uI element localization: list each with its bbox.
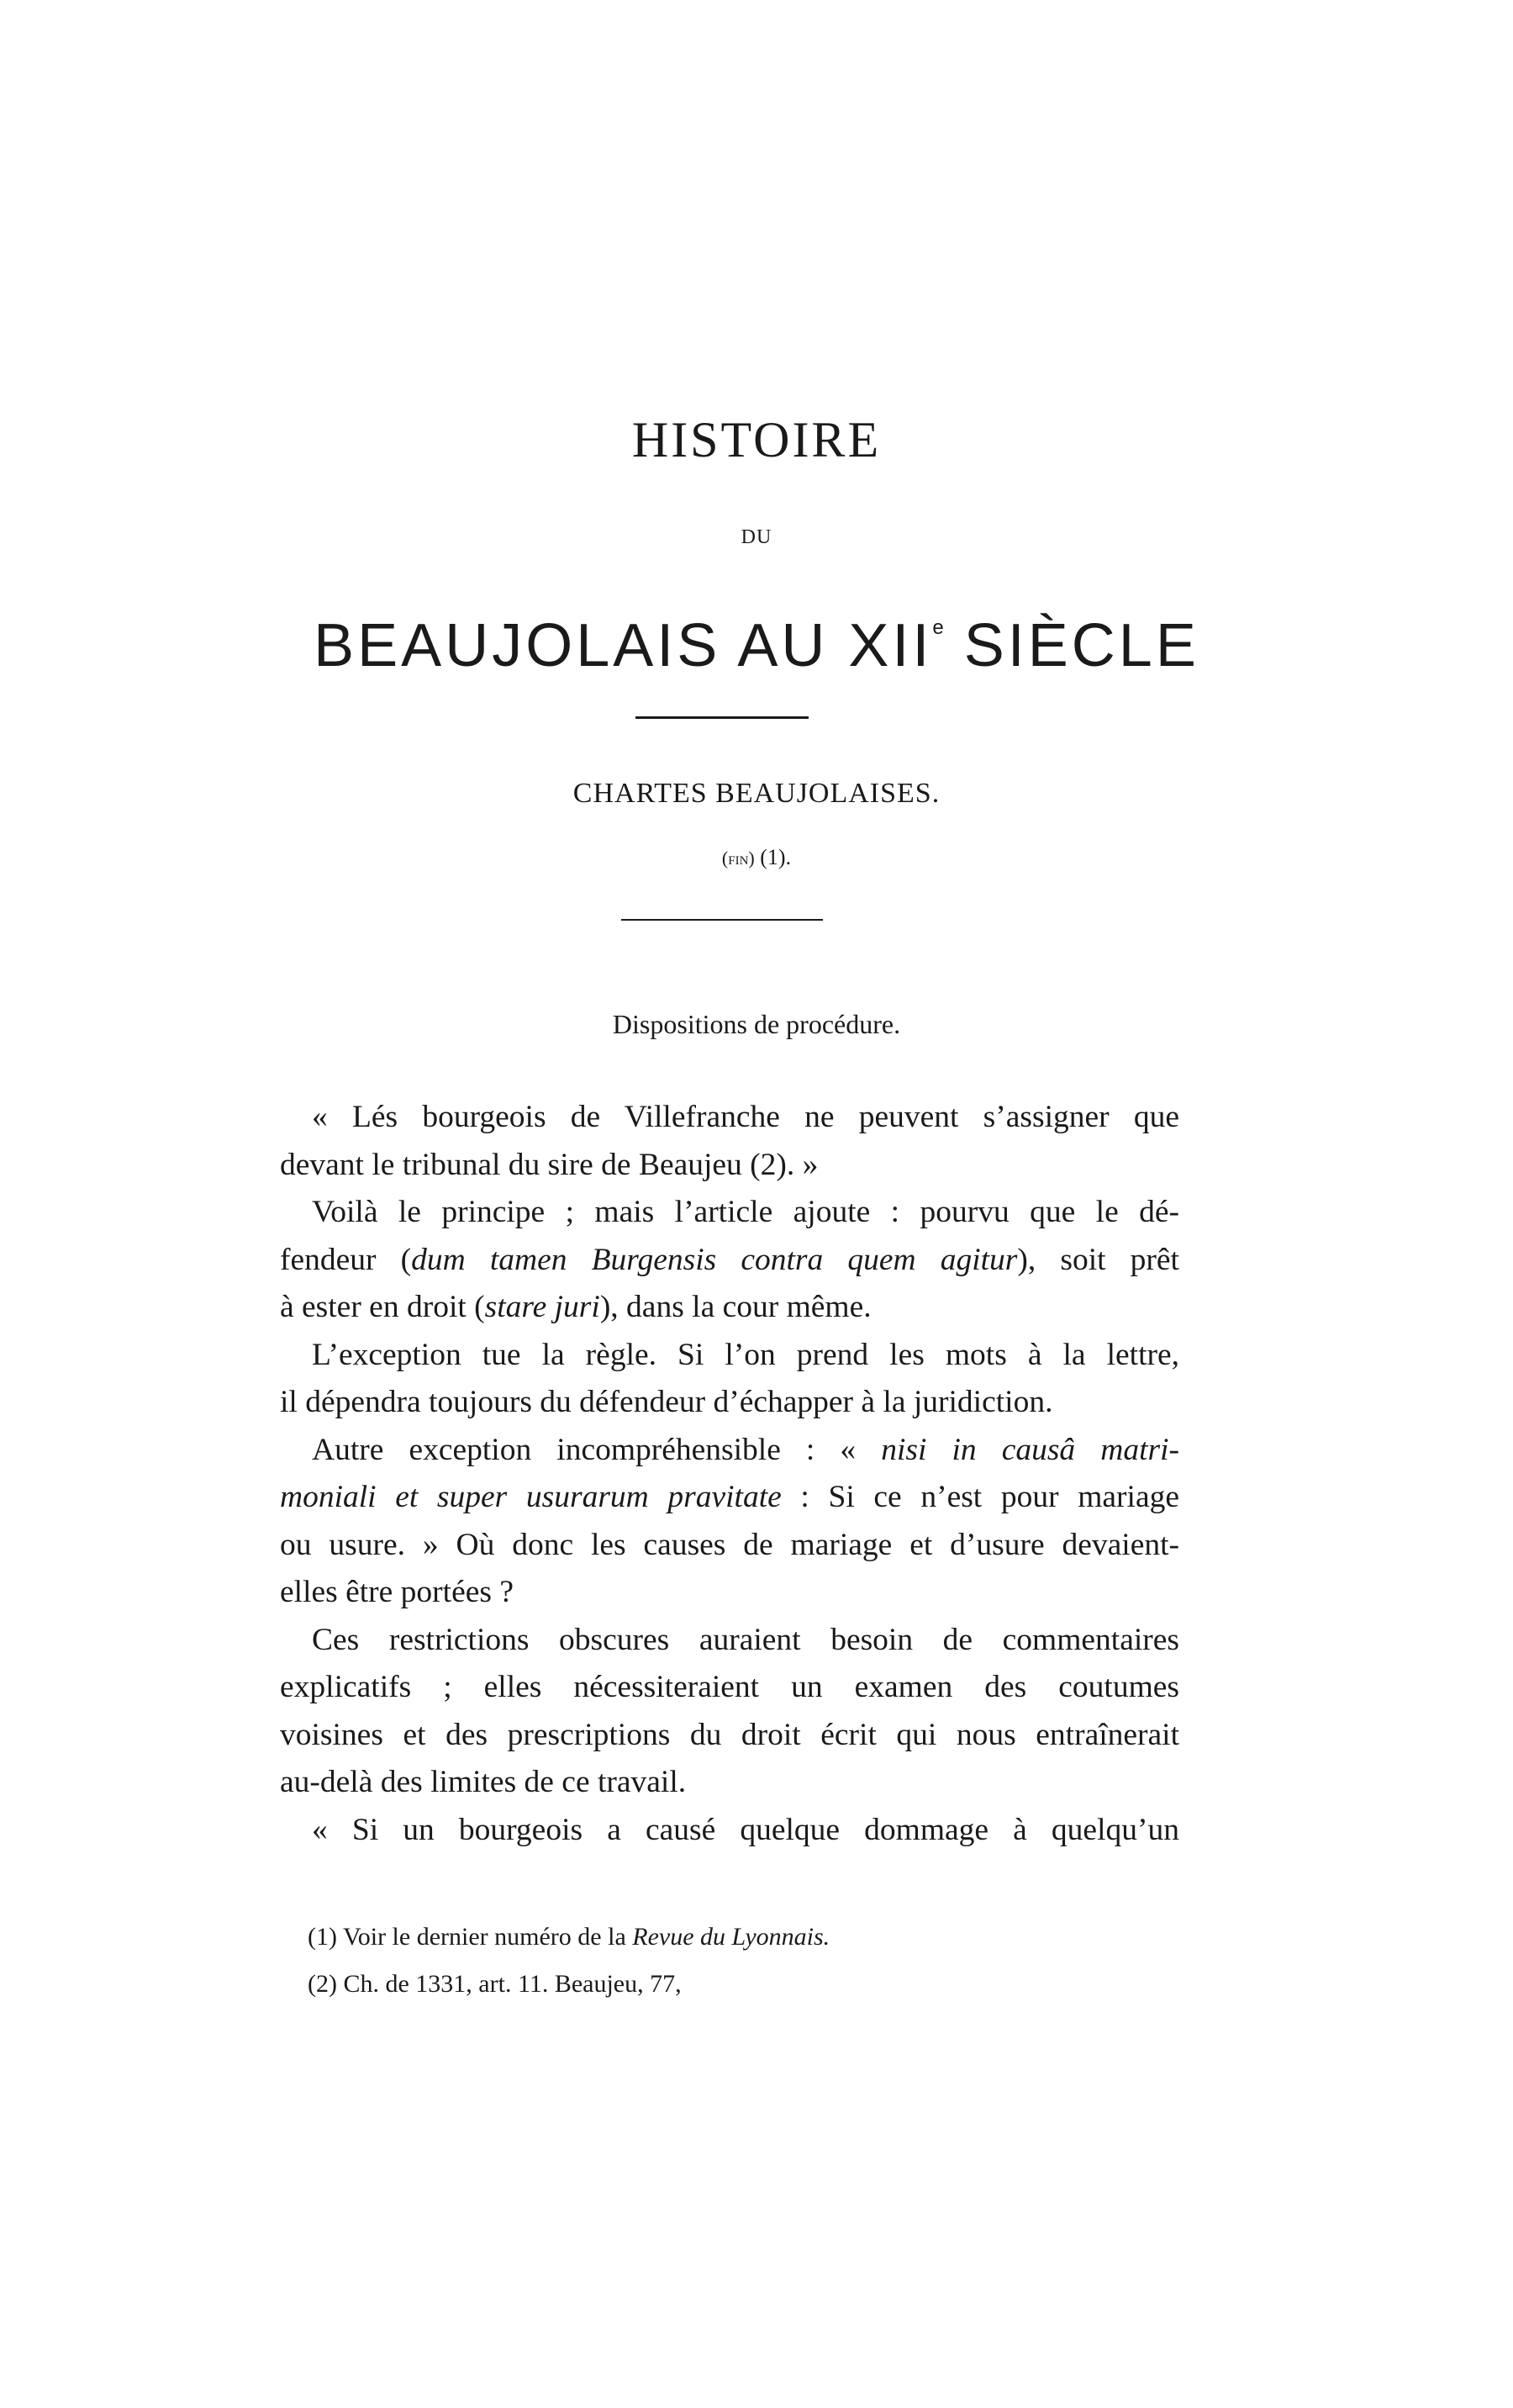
footnote-text: (1) Voir le dernier numéro de la [308, 1923, 633, 1951]
footnote-italic-title: Revue du Lyonnais. [632, 1923, 830, 1951]
section-heading: Dispositions de procédure. [612, 1009, 901, 1039]
italic-latin-run: dum tamen Burgensis contra quem agitur [411, 1242, 1018, 1277]
main-title-superscript: e [932, 616, 944, 639]
italic-latin-run: moniali et super usurarum pravitate [280, 1480, 782, 1514]
main-title-part-b: SIÈCLE [943, 612, 1199, 679]
text-run: Autre exception incompréhensible : « [312, 1432, 882, 1467]
subtitle: CHARTES BEAUJOLAISES. [572, 778, 941, 809]
main-title [0, 590, 1513, 684]
text-line [280, 1474, 1179, 1522]
footnotes [308, 1914, 1182, 2008]
text-line: L’exception tue la règle. Si l’on prend les mots à la lettre, [312, 1337, 1179, 1372]
text-line: il dépendra toujours du défendeur d’échapper à la juridiction. [280, 1385, 1053, 1419]
text-run: à ester en droit ( [280, 1290, 485, 1324]
text-run: ), soit prêt [1017, 1242, 1179, 1277]
fin-footnote-ref: (1). [754, 845, 792, 869]
title-du: DU [741, 526, 772, 548]
text-line [280, 1284, 1179, 1332]
italic-latin-run: stare juri [484, 1290, 600, 1324]
text-line [280, 1237, 1179, 1285]
text-line: au-delà des limites de ce travail. [280, 1765, 687, 1799]
fin-marker [0, 842, 1513, 874]
text-line: « Si un bourgeois a causé quelque dommage à quelqu’un [312, 1812, 1179, 1847]
text-run: : Si ce n’est pour mariage [781, 1480, 1180, 1514]
text-line: voisines et des prescriptions du droit écrit qui nous entraînerait [280, 1717, 1179, 1752]
text-line: Ces restrictions obscures auraient besoin de commentaires [312, 1622, 1179, 1657]
body-text [280, 1094, 1179, 1854]
text-run: fendeur ( [280, 1242, 412, 1277]
subtitle-divider [621, 919, 823, 921]
footnote-2: (2) Ch. de 1331, art. 11. Beaujeu, 77, [308, 1970, 682, 1998]
text-line: ou usure. » Où donc les causes de mariage et d’usure devaient- [280, 1527, 1179, 1562]
italic-latin-run: nisi in causâ matri- [881, 1432, 1179, 1467]
text-line: Voilà le principe ; mais l’article ajoute : pourvu que le dé- [312, 1195, 1179, 1229]
main-title-part-a: BEAUJOLAIS AU XII [314, 612, 933, 679]
text-line: « Lés bourgeois de Villefranche ne peuvent s’assigner que [312, 1100, 1179, 1134]
title-divider [635, 716, 809, 719]
footnote-1 [308, 1914, 1182, 1961]
text-run: ), dans la cour même. [599, 1290, 872, 1324]
text-line [280, 1427, 1179, 1475]
text-line: explicatifs ; elles nécessiteraient un examen des coutumes [280, 1670, 1179, 1704]
text-line: devant le tribunal du sire de Beaujeu (2). » [280, 1147, 819, 1182]
title-histoire: HISTOIRE [631, 412, 882, 467]
text-line: elles être portées ? [280, 1575, 514, 1609]
fin-label: (fin) [721, 848, 755, 869]
